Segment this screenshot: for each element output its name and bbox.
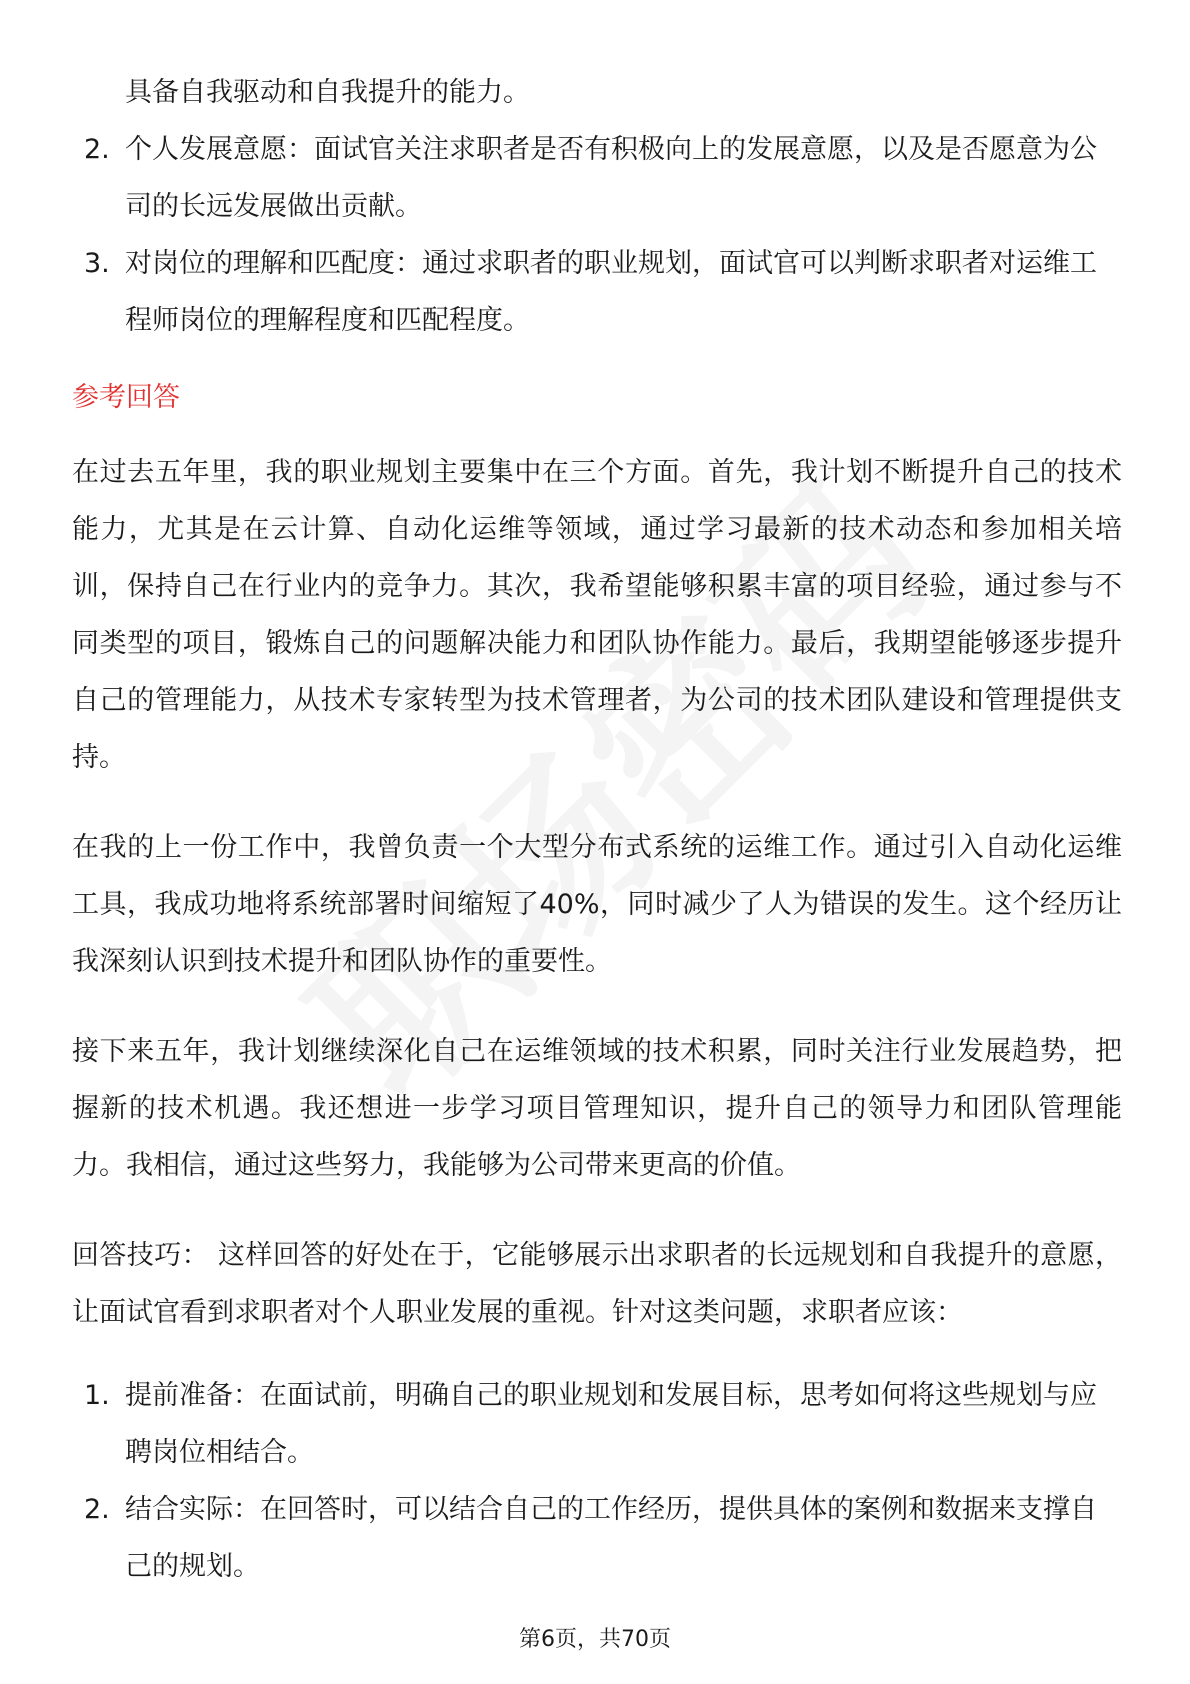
answer-paragraph: 在过去五年里，我的职业规划主要集中在三个方面。首先，我计划不断提升自己的技术能力，尤其是在云计算、自动化运维等领域，通过学习最新的技术动态和参加相关培训，保持自己在行业内的竞争力。其次，我希望能够积累丰富的项目经验，通过参与不同类型的项目，锻炼自己的问题解决能力和团队协作能力。最后，我期望能够逐步提升自己的管理能力，从技术专家转型为技术管理者，为公司的技术团队建设和管理提供支持。 [72, 457, 1122, 773]
top-list [72, 64, 1122, 349]
list-item-text: 结合实际：在回答时，可以结合自己的工作经历，提供具体的案例和数据来支撑自己的规划。 [125, 1494, 1097, 1582]
list-item [72, 1367, 1122, 1481]
tips-paragraph: 回答技巧： 这样回答的好处在于，它能够展示出求职者的长远规划和自我提升的意愿，让面试官看到求职者对个人职业发展的重视。针对这类问题，求职者应该： [72, 1240, 1122, 1328]
list-number: 3. [84, 248, 110, 279]
tips-list [72, 1367, 1122, 1595]
list-continuation-line: 具备自我驱动和自我提升的能力。 [125, 77, 530, 108]
section-heading: 参考回答 [72, 382, 180, 413]
list-item [72, 235, 1122, 349]
list-item [72, 121, 1122, 235]
list-number: 1. [84, 1380, 110, 1411]
answer-paragraph: 在我的上一份工作中，我曾负责一个大型分布式系统的运维工作。通过引入自动化运维工具，我成功地将系统部署时间缩短了40%，同时减少了人为错误的发生。这个经历让我深刻认识到技术提升和团队协作的重要性。 [72, 832, 1122, 977]
list-item-text: 提前准备：在面试前，明确自己的职业规划和发展目标，思考如何将这些规划与应聘岗位相结合。 [125, 1380, 1097, 1468]
list-number: 2. [84, 1494, 110, 1525]
list-item [72, 1481, 1122, 1595]
answer-paragraph: 接下来五年，我计划继续深化自己在运维领域的技术积累，同时关注行业发展趋势，把握新的技术机遇。我还想进一步学习项目管理知识，提升自己的领导力和团队管理能力。我相信，通过这些努力，我能够为公司带来更高的价值。 [72, 1036, 1122, 1181]
list-item-text: 个人发展意愿：面试官关注求职者是否有积极向上的发展意愿，以及是否愿意为公司的长远发展做出贡献。 [125, 134, 1097, 222]
page-footer: 第6页，共70页 [519, 1627, 671, 1652]
list-item-text: 对岗位的理解和匹配度：通过求职者的职业规划，面试官可以判断求职者对运维工程师岗位的理解程度和匹配程度。 [125, 248, 1097, 336]
list-number: 2. [84, 134, 110, 165]
page-content [72, 64, 1122, 1595]
